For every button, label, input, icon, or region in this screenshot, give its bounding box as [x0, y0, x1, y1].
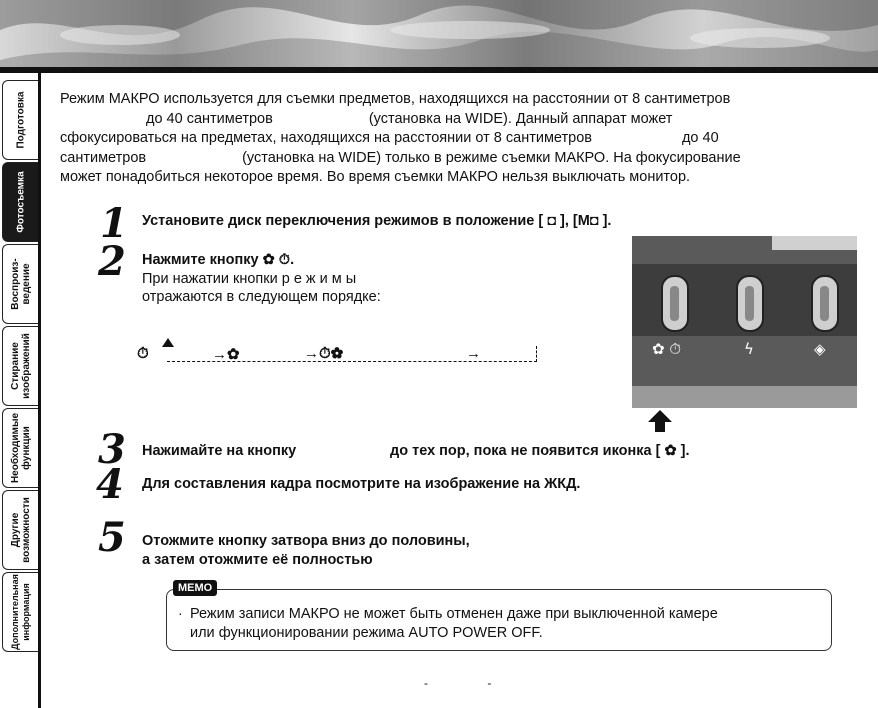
tab-vozmozhnosti[interactable] — [2, 490, 38, 570]
arrow-up-icon — [648, 410, 672, 432]
step-text: до тех пор, пока не появится иконка [ ✿ ]. — [390, 443, 690, 459]
step-text: Для составления кадра посмотрите на изображение на ЖКД. — [142, 476, 581, 492]
tab-label: Другие возможности — [9, 497, 32, 563]
intro-line: сфокусироваться на предметах, находящихся на расстоянии от 8 сантиметров — [60, 130, 592, 146]
intro-line: до 40 — [681, 130, 719, 146]
step-number: 1 — [100, 200, 128, 247]
tab-funkcii[interactable] — [2, 408, 38, 488]
step-number: 2 — [98, 238, 126, 285]
intro-paragraph — [60, 90, 850, 188]
tab-vosproizvedenie[interactable] — [2, 244, 38, 324]
step-number: 5 — [98, 514, 126, 561]
step-text: Нажмите кнопку ✿ ⏱. — [142, 252, 295, 268]
memo-line: Режим записи МАКРО не может быть отменен даже при выключенной камере — [190, 606, 718, 622]
memo-tag: МЕМО — [173, 580, 217, 596]
arrow-up-icon — [160, 338, 176, 352]
memo-line: или функционировании режима AUTO POWER OFF. — [190, 625, 543, 641]
step-subtext: отражаются в следующем порядке: — [142, 289, 381, 305]
tab-label: Фотосъемка — [15, 171, 26, 233]
sequence-item: →⏱✿ — [304, 345, 344, 362]
page-number: - - — [424, 676, 520, 690]
tab-stiranie[interactable] — [2, 326, 38, 406]
step-subtext: При нажатии кнопки р е ж и м ы — [142, 271, 357, 287]
step-text: а затем отожмите её полностью — [142, 552, 373, 568]
texture-decoration — [0, 0, 878, 68]
sequence-item: →✿ — [212, 346, 240, 363]
camera-buttons-photo — [632, 236, 857, 408]
header-banner — [0, 0, 878, 68]
camera-illustration — [632, 236, 857, 408]
tab-label: Воспроиз- ведение — [9, 258, 32, 310]
step-text: Нажимайте на кнопку — [142, 443, 297, 459]
header-rule — [0, 67, 878, 73]
intro-line: сантиметров — [60, 149, 147, 166]
tab-label: Стирание изображений — [9, 333, 32, 399]
tab-fotosemka[interactable] — [2, 162, 38, 242]
intro-line: Режим МАКРО используется для съемки предметов, находящихся на расстоянии от 8 сантиметров — [60, 91, 731, 107]
step-number: 4 — [96, 461, 124, 508]
memo-text — [190, 605, 718, 643]
tab-podgotovka[interactable] — [2, 80, 38, 160]
tab-label: Необходимые функции — [9, 412, 32, 484]
intro-line: может понадобиться некоторое время. Во время съемки МАКРО нельзя выключать монитор. — [60, 169, 691, 185]
sequence-item: ⏱ — [137, 345, 149, 362]
step-text: Установите диск переключения режимов в положение [ ◘ ], [М◘ ]. — [142, 213, 612, 229]
tab-informaciya[interactable] — [2, 572, 38, 652]
side-rule — [38, 67, 41, 708]
memo-bullet: · — [178, 605, 183, 621]
svg-text:✿ ⏱: ✿ ⏱ — [652, 340, 682, 358]
intro-line: (установка на WIDE) только в режиме съемки МАКРО. На фокусирование — [242, 149, 741, 166]
step-text: Отожмите кнопку затвора вниз до половины, — [142, 533, 470, 549]
tab-label: Подготовка — [15, 91, 26, 149]
sequence-loop-line — [167, 346, 537, 362]
step-number: 3 — [98, 426, 126, 473]
tab-label: Дополнительная информация — [9, 574, 31, 650]
intro-line: (установка на WIDE). Данный аппарат может — [368, 110, 673, 127]
svg-text:ϟ: ϟ — [744, 340, 754, 358]
intro-line: до 40 сантиметров — [146, 110, 273, 127]
svg-text:◈: ◈ — [814, 340, 826, 358]
sequence-item: → — [466, 345, 481, 362]
